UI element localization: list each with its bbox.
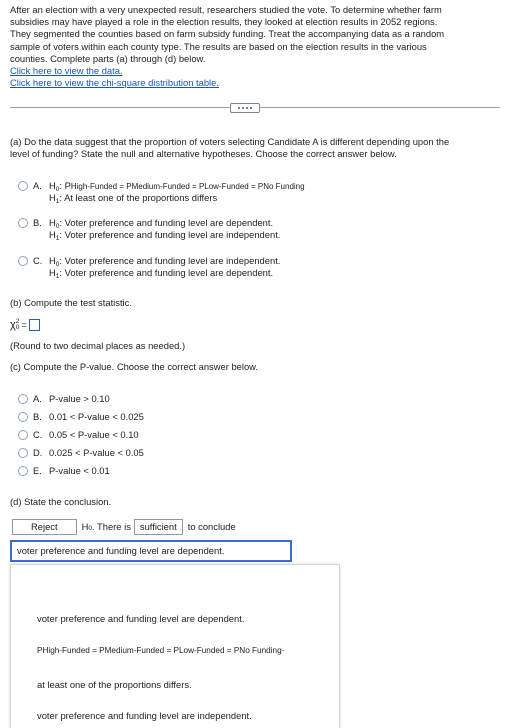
option-text: P-value > 0.10 (49, 393, 110, 404)
hypothesis-option-c[interactable] (18, 255, 280, 280)
option-letter: C. (33, 429, 43, 440)
pvalue-option-b[interactable] (18, 411, 144, 423)
chi-symbol: χ (10, 319, 16, 331)
option-letter: D. (33, 447, 43, 458)
h-symbol: H (49, 255, 56, 266)
pvalue-option-d[interactable] (18, 447, 144, 459)
part-a-question (10, 136, 505, 160)
h1-text: : At least one of the proportions differs (59, 192, 218, 204)
h-symbol: H (49, 217, 56, 228)
ellipsis-dot-icon (238, 107, 240, 109)
ellipsis-dot-icon (242, 107, 244, 109)
radio-button[interactable] (18, 394, 28, 404)
intro-line: counties. Complete parts (a) through (d) below. (10, 52, 206, 64)
pvalue-option-e[interactable] (18, 465, 110, 477)
h-subscript: 0 (55, 186, 60, 193)
option-text: 0.025 < P-value < 0.05 (49, 447, 144, 458)
option-text (49, 217, 280, 242)
view-data-link[interactable]: Click here to view the data. (10, 65, 123, 77)
radio-button[interactable] (18, 218, 28, 228)
ellipsis-dot-icon (246, 107, 248, 109)
h-symbol: H (81, 521, 89, 532)
h-subscript: 1 (55, 198, 60, 206)
radio-button[interactable] (18, 448, 28, 458)
intro-line: sample of voters within each county type. The results are based on the election results in the various (10, 40, 427, 52)
h-subscript: 1 (55, 273, 60, 281)
option-letter: A. (33, 393, 42, 404)
option-text (49, 255, 280, 280)
h1-text: : Voter preference and funding level are dependent. (59, 267, 274, 279)
radio-button[interactable] (18, 181, 28, 191)
part-a-question-line: level of funding? State the null and alternative hypotheses. Choose the correct answer below. (10, 148, 397, 160)
conclusion-mid-text: . There is (91, 521, 131, 532)
conclusion-after-text: to conclude (187, 521, 236, 532)
option-text: P-value < 0.01 (49, 465, 110, 476)
option-letter: A. (33, 180, 42, 191)
ellipsis-dot-icon (250, 107, 252, 109)
radio-button[interactable] (18, 256, 28, 266)
test-statistic-input[interactable] (29, 319, 40, 331)
h-subscript: 0 (88, 524, 92, 532)
option-letter: B. (33, 411, 42, 422)
view-chi-square-table-link[interactable]: Click here to view the chi-square distribution table. (10, 77, 219, 89)
part-d-question: (d) State the conclusion. (10, 496, 112, 507)
sufficiency-dropdown[interactable]: sufficient (134, 519, 183, 535)
part-c-question: (c) Compute the P-value. Choose the correct answer below. (10, 361, 259, 372)
h-symbol: H (49, 229, 56, 241)
h-symbol: H (49, 192, 56, 204)
radio-button[interactable] (18, 412, 28, 422)
h-subscript: 1 (55, 235, 60, 243)
intro-line: They segmented the counties based on farm subsidy funding. Treat the accompanying data as a random (10, 28, 445, 40)
option-text: 0.05 < P-value < 0.10 (49, 429, 139, 440)
h-subscript: 0 (55, 223, 60, 230)
h1-text: : Voter preference and funding level are independent. (59, 229, 281, 241)
chi-subscript: 0 (15, 324, 20, 332)
option-letter: C. (33, 255, 43, 266)
intro-line: subsidies may have played a role in the election results, they looked at election results in 2052 regions. (10, 16, 438, 28)
h-subscript: 0 (55, 261, 60, 268)
option-letter: E. (33, 465, 42, 476)
menu-option-independent[interactable]: voter preference and funding level are independent. (37, 710, 252, 721)
problem-intro (10, 4, 500, 90)
h0-text: : Voter preference and funding level are independent. (59, 255, 281, 266)
rounding-note: (Round to two decimal places as needed.) (10, 340, 186, 351)
hypothesis-option-a[interactable] (18, 180, 305, 205)
chi-superscript: 2 (15, 318, 20, 326)
reject-dropdown[interactable]: Reject (12, 519, 77, 535)
conclusion-dropdown-menu (10, 564, 340, 728)
equals-sign: = (21, 319, 27, 331)
pvalue-option-a[interactable] (18, 393, 110, 405)
menu-option-proportions-equal[interactable]: PHigh-Funded = PMedium-Funded = PLow-Funded = PNo Funding· (37, 646, 285, 655)
option-letter: B. (33, 217, 42, 228)
conclusion-sentence (12, 519, 236, 535)
h-symbol: H (49, 180, 56, 191)
h0-text: : P (59, 180, 71, 191)
radio-button[interactable] (18, 466, 28, 476)
menu-option-dependent[interactable]: voter preference and funding level are dependent. (37, 613, 245, 624)
option-text: 0.01 < P-value < 0.025 (49, 411, 144, 422)
h-symbol: H (49, 267, 56, 279)
pvalue-option-c[interactable] (18, 429, 139, 441)
intro-line: After an election with a very unexpected result, researchers studied the vote. To determine whether farm (10, 4, 442, 15)
expand-more-button[interactable] (230, 103, 260, 113)
h0-text: : Voter preference and funding level are dependent. (59, 217, 274, 228)
hypothesis-option-b[interactable] (18, 217, 280, 242)
h0-expression: High-Funded = PMedium-Funded = PLow-Funded = PNo Funding (70, 182, 305, 191)
menu-option-proportion-differs[interactable]: at least one of the proportions differs. (37, 679, 192, 690)
radio-button[interactable] (18, 430, 28, 440)
test-statistic-row (10, 318, 40, 332)
part-a-question-line: (a) Do the data suggest that the proportion of voters selecting Candidate A is different depending upon the (10, 136, 450, 147)
conclusion-dropdown[interactable]: voter preference and funding level are dependent. (10, 540, 292, 562)
option-text (49, 180, 305, 205)
part-b-question: (b) Compute the test statistic. (10, 297, 132, 308)
